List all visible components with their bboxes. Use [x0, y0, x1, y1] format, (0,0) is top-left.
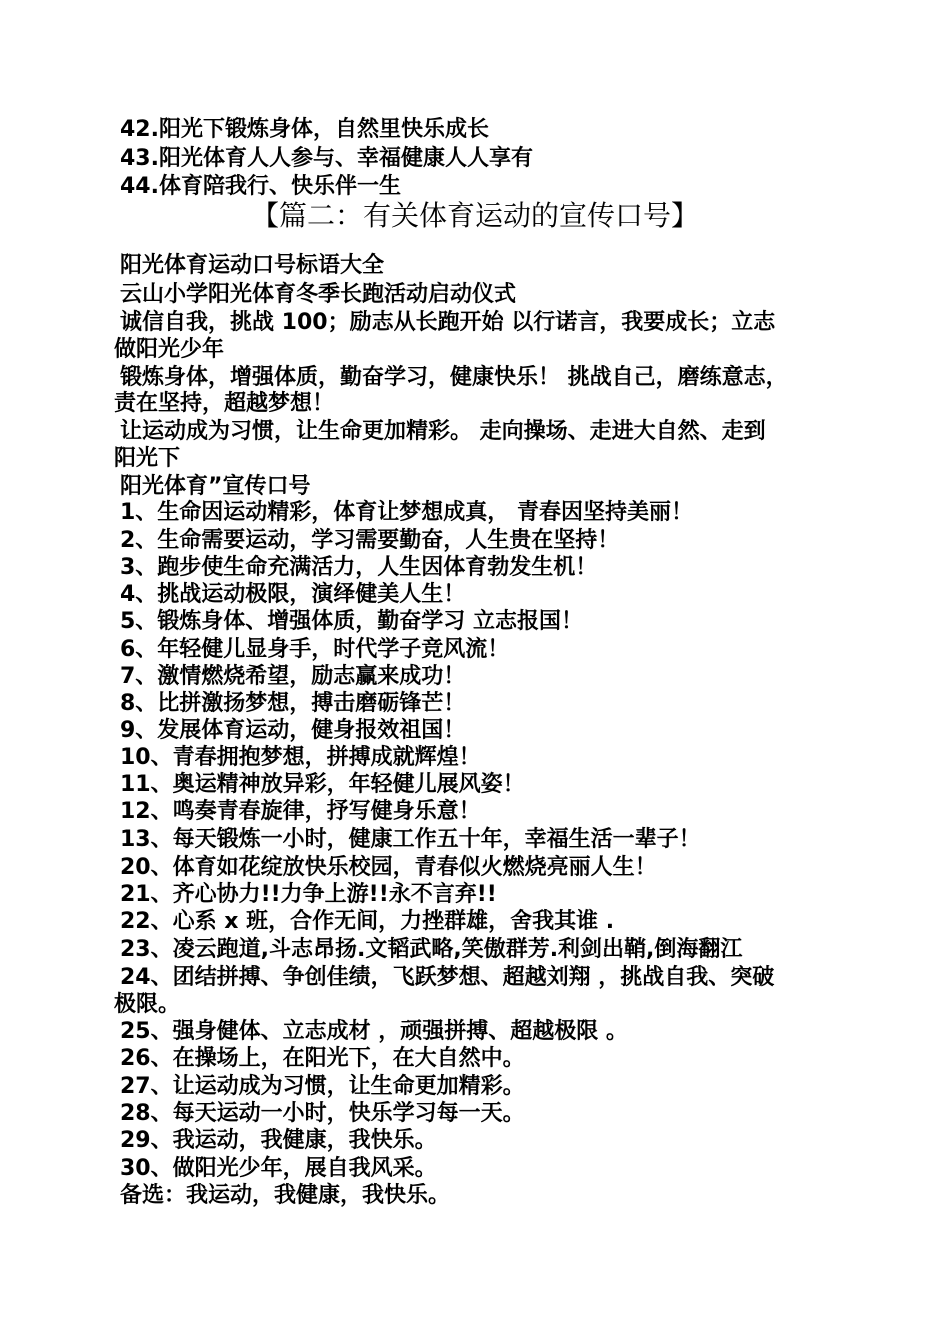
intro-text-line: 锻炼身体，增强体质，勤奋学习，健康快乐！ 挑战自己，磨练意志，	[120, 365, 788, 390]
intro-text-line: 阳光下	[114, 446, 181, 471]
slogan-item: 6、年轻健儿显身手，时代学子竞风流！	[120, 637, 510, 662]
slogan-line-44: 44.体育陪我行、快乐伴一生	[120, 174, 401, 199]
slogan-item: 8、比拼激扬梦想，搏击磨砺锋芒！	[120, 691, 466, 716]
intro-text-line: 让运动成为习惯，让生命更加精彩。 走向操场、走进大自然、走到	[120, 419, 766, 444]
intro-text-line: 诚信自我，挑战 100；励志从长跑开始 以行诺言，我要成长；立志	[120, 310, 776, 335]
slogan-item: 10、青春拥抱梦想，拼搏成就辉煌！	[120, 745, 481, 770]
slogan-item: 22、心系 x 班，合作无间，力挫群雄，舍我其谁 .	[120, 909, 615, 934]
slogan-line-43: 43.阳光体育人人参与、幸福健康人人享有	[120, 146, 533, 171]
intro-text-line: 做阳光少年	[114, 337, 225, 362]
intro-text-line: 责在坚持，超越梦想！	[114, 391, 335, 416]
slogan-item: 4、挑战运动极限，演绎健美人生！	[120, 582, 466, 607]
section-title: 【篇二：有关体育运动的宣传口号】	[250, 199, 699, 232]
slogan-item: 3、跑步使生命充满活力，人生因体育勃发生机！	[120, 555, 598, 580]
slogan-item: 13、每天锻炼一小时，健康工作五十年，幸福生活一辈子！	[120, 827, 701, 852]
slogan-item: 28、每天运动一小时，快乐学习每一天。	[120, 1101, 525, 1126]
slogan-item: 11、奥运精神放异彩，年轻健儿展风姿！	[120, 772, 525, 797]
slogan-item: 7、激情燃烧希望，励志赢来成功！	[120, 664, 466, 689]
slogan-item: 5、锻炼身体、增强体质，勤奋学习 立志报国！	[120, 609, 583, 634]
slogan-item: 27、让运动成为习惯，让生命更加精彩。	[120, 1074, 525, 1099]
intro-heading: 阳光体育运动口号标语大全	[120, 253, 385, 278]
slogan-item: 25、强身健体、立志成材 ，顽强拼搏、超越极限 。	[120, 1019, 628, 1044]
slogan-item: 26、在操场上，在阳光下，在大自然中。	[120, 1046, 525, 1071]
slogan-item: 2、生命需要运动，学习需要勤奋，人生贵在坚持！	[120, 528, 620, 553]
subsection-heading: 阳光体育”宣传口号	[120, 474, 311, 499]
slogan-item: 21、齐心协力!!力争上游!!永不言弃!!	[120, 882, 497, 907]
slogan-item: 12、鸣奏青春旋律，抒写健身乐意！	[120, 799, 481, 824]
slogan-item: 24、团结拼搏、争创佳绩，飞跃梦想、超越刘翔 ，挑战自我、突破	[120, 965, 775, 990]
slogan-item: 29、我运动，我健康，我快乐。	[120, 1128, 437, 1153]
slogan-line-42: 42.阳光下锻炼身体，自然里快乐成长	[120, 117, 489, 142]
slogan-item: 9、发展体育运动，健身报效祖国！	[120, 718, 466, 743]
slogan-item: 20、体育如花绽放快乐校园，青春似火燃烧亮丽人生！	[120, 855, 657, 880]
slogan-item-alternate: 备选：我运动，我健康，我快乐。	[120, 1183, 451, 1208]
slogan-item: 23、凌云跑道,斗志昂扬.文韬武略,笑傲群芳.利剑出鞘,倒海翻江	[120, 937, 743, 962]
slogan-item-continuation: 极限。	[114, 992, 181, 1017]
slogan-item: 1、生命因运动精彩，体育让梦想成真， 青春因坚持美丽！	[120, 500, 693, 525]
intro-event-line: 云山小学阳光体育冬季长跑活动启动仪式	[120, 282, 517, 307]
slogan-item: 30、做阳光少年，展自我风采。	[120, 1156, 437, 1181]
